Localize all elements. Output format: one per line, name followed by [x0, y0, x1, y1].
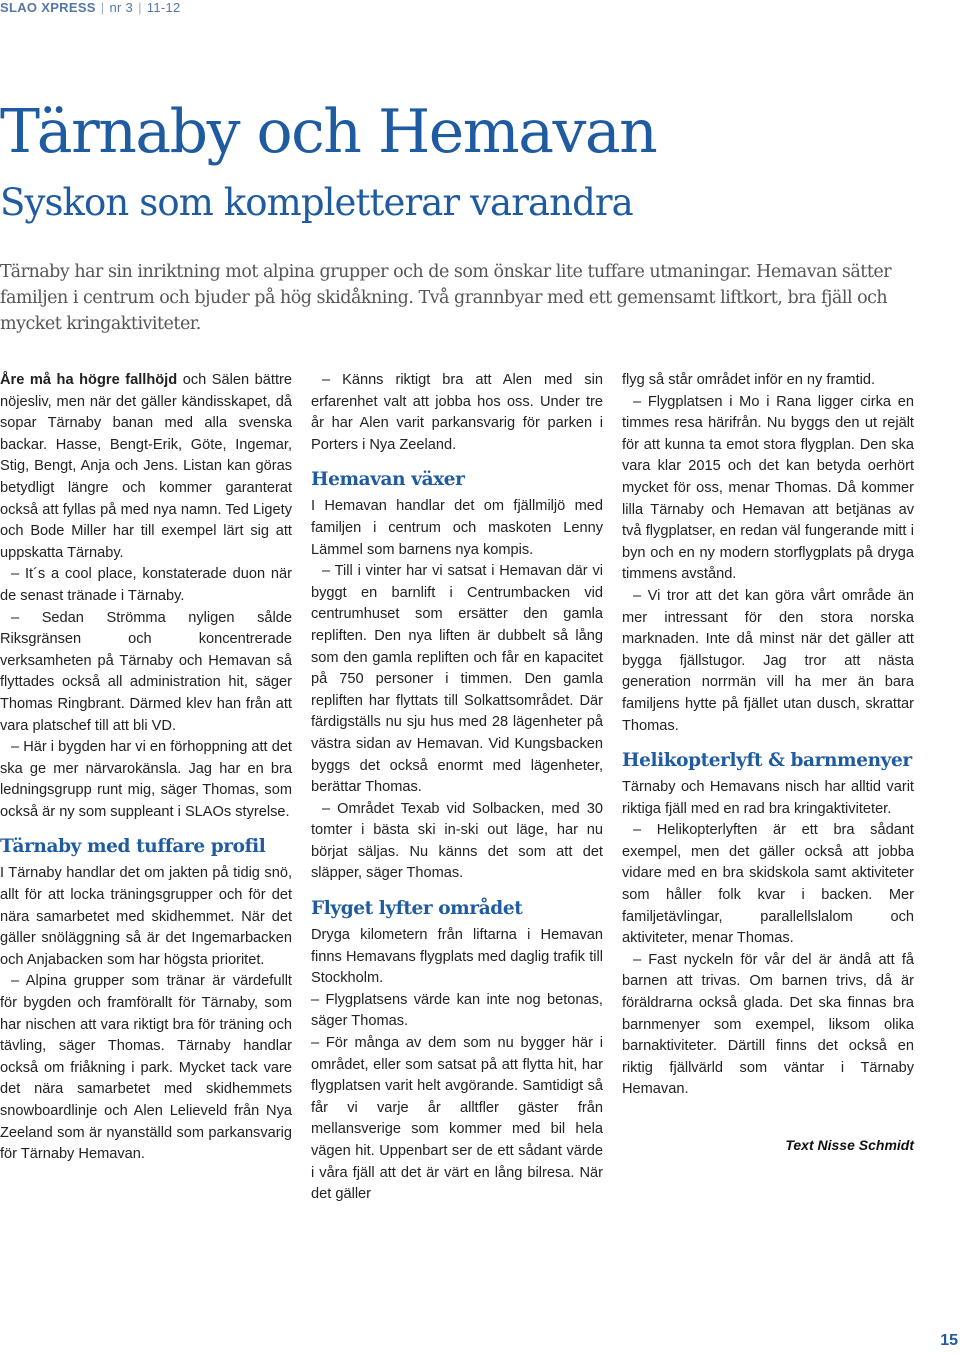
issue-year: 11-12: [146, 0, 181, 15]
article-subtitle: Syskon som kompletterar varandra: [0, 181, 633, 224]
header-separator: |: [138, 0, 142, 15]
paragraph: – Här i bygden har vi en förhoppning att det ska ge mer närvarokänsla. Jag har en bra ledningsgrupp runt mig, säger Thomas, som också är ny som suppleant i SLAOs styrelse.: [0, 739, 292, 820]
paragraph: – För många av dem som nu bygger här i området, eller som satsat på att flytta hit, har flygplatsen varit helt avgörande. Samtidigt så får vi varje år alltfler gäster från mellansverige som kommer med bil hela vägen hit. Uppenbart ser de ett sådant värde i våra fjäll att det är värt en lång bilresa. När det gäller: [311, 1035, 603, 1203]
section-heading: Helikopterlyft & barnmenyer: [622, 750, 912, 772]
article-title: Tärnaby och Hemavan: [0, 97, 657, 167]
paragraph: [0, 370, 292, 564]
column-1: [0, 370, 292, 1166]
paragraph: – It´s a cool place, konstaterade duon när de senast tränade i Tärnaby.: [0, 566, 292, 604]
paragraph: – Vi tror att det kan göra vårt område än mer intressant för den stora norska marknaden. Inte då minst när det gäller att bygga fjällstugor. Jag tror att nästa generation norrmän vill ha mer än bara familjens hytte på fjället utan dusch, skrattar Thomas.: [622, 587, 914, 734]
paragraph: – Flygplatsens värde kan inte nog betonas, säger Thomas.: [311, 991, 603, 1030]
issue-number: nr 3: [109, 0, 134, 15]
lead-text: och Sälen bättre nöjesliv, men när det gäller kändisskapet, då sopar Tärnaby banan med alla svenska backar. Hasse, Bengt-Erik, Göte, Ingemar, Stig, Bengt, Anja och Jens. Listan kan göras betydligt längre och kommer garanterat också att fyllas på med nya namn. Ted Ligety och Bode Miller har till exempel lärt sig att uppskatta Tärnaby.: [0, 372, 292, 561]
magazine-name: SLAO XPRESS: [0, 0, 96, 15]
section-heading: Hemavan växer: [311, 469, 465, 491]
paragraph: – Alpina grupper som tränar är värdefullt för bygden och framförallt för Tärnaby, som har nischen att vara riktigt bra för träning och tävling, säger Thomas. Tärnaby handlar också om friåkning i park. Mycket tack vare det nära samarbetet med skidhemmets snowboardlinje och Alen Lelieveld från Nya Zeeland som är nyanställd som parkansvarig för Tärnaby Hemavan.: [0, 973, 292, 1163]
paragraph: – Området Texab vid Solbacken, med 30 tomter i bästa ski in-ski out läge, har nu börjat säljas. Nu känns det som att det släpper, säger Thomas.: [311, 800, 603, 882]
paragraph: – Fast nyckeln för vår del är ändå att få barnen att trivas. Om barnen trivs, då är föräldrarna också glada. Det ska finnas bra barnmenyer som exempel, liksom olika barnaktiviteter. Därtill finns det också en riktig fjällvärld som väntar i Tärnaby Hemavan.: [622, 951, 914, 1098]
paragraph: – Till i vinter har vi satsat i Hemavan där vi byggt en barnlift i Centrumbacken vid centrumhuset som ersätter den gamla repliften. Den nya liften är dubbelt så lång som den gamla repliften och får en kapacitet på 750 personer i timmen. Den gamla repliften har flyttats till Solkattsområdet. Där färdigställs nu sju hus med 28 lägenheter på västra sidan av Hemavan. Vid Kungsbacken byggs det också enormt med lägenheter, berättar Thomas.: [311, 563, 603, 796]
section-heading: Tärnaby med tuffare profil: [0, 836, 266, 858]
running-header: [0, 0, 300, 18]
column-3: [622, 370, 914, 1157]
paragraph: – Känns riktigt bra att Alen med sin erfarenhet valt att jobba hos oss. Under tre år har Alen varit parkansvarig för parken i Porters i Nya Zeeland.: [311, 372, 603, 453]
paragraph: – Sedan Strömma nyligen sålde Riksgränsen och koncentrerade verksamheten på Tärnaby och Hemavan så flyttades också all administration hit, säger Thomas Ringbrant. Därmed klev han från att vara platschef till att bli VD.: [0, 609, 292, 734]
article-ingress: Tärnaby har sin inriktning mot alpina grupper och de som önskar lite tuffare utmaningar. Hemavan sätter familjen i centrum och bjuder på hög skidåkning. Två grannbyar med ett gemensamt liftkort, bra fjäll och mycket kringaktiviteter.: [0, 262, 892, 334]
paragraph: Tärnaby och Hemavans nisch har alltid varit riktiga fjäll med en rad bra kringaktiviteter.: [622, 779, 914, 817]
header-separator: |: [100, 0, 105, 15]
section-heading: Flyget lyfter området: [311, 898, 523, 920]
paragraph: Dryga kilometern från liftarna i Hemavan finns Hemavans flygplats med daglig trafik till Stockholm.: [311, 927, 603, 987]
author-byline: Text Nisse Schmidt: [785, 1137, 914, 1153]
paragraph: – Helikopterlyften är ett bra sådant exempel, men det gäller också att jobba vidare med en bra skidskola samt aktiviteter som håller folk kvar i backen. Mer familjetävlingar, parallellslalom och aktiviteter, menar Thomas.: [622, 822, 914, 947]
lead-in: Åre må ha högre fallhöjd: [0, 372, 178, 388]
paragraph: I Tärnaby handlar det om jakten på tidig snö, allt för att locka träningsgrupper och för det nära samarbetet med skidhemmet. När det gäller snöläggning så är det Ingemarbacken och Anjabacken som har högsta prioritet.: [0, 865, 292, 968]
column-2: [311, 370, 603, 1206]
paragraph: flyg så står området inför en ny framtid.: [622, 372, 876, 388]
page-number: 15: [940, 1332, 958, 1349]
paragraph: I Hemavan handlar det om fjällmiljö med familjen i centrum och maskoten Lenny Lämmel som barnens nya kompis.: [311, 498, 603, 558]
paragraph: – Flygplatsen i Mo i Rana ligger cirka en timmes resa härifrån. Nu byggs den ut rejält för att kunna ta emot stora flygplan. Den ska vara klar 2015 och det kan betyda oerhört mycket för oss, menar Thomas. Då kommer lilla Tärnaby och Hemavan att betjänas av två flygplatser, en redan väl fungerande mitt i byn och en ny modern storflygplats på dryga timmens avstånd.: [622, 393, 914, 583]
